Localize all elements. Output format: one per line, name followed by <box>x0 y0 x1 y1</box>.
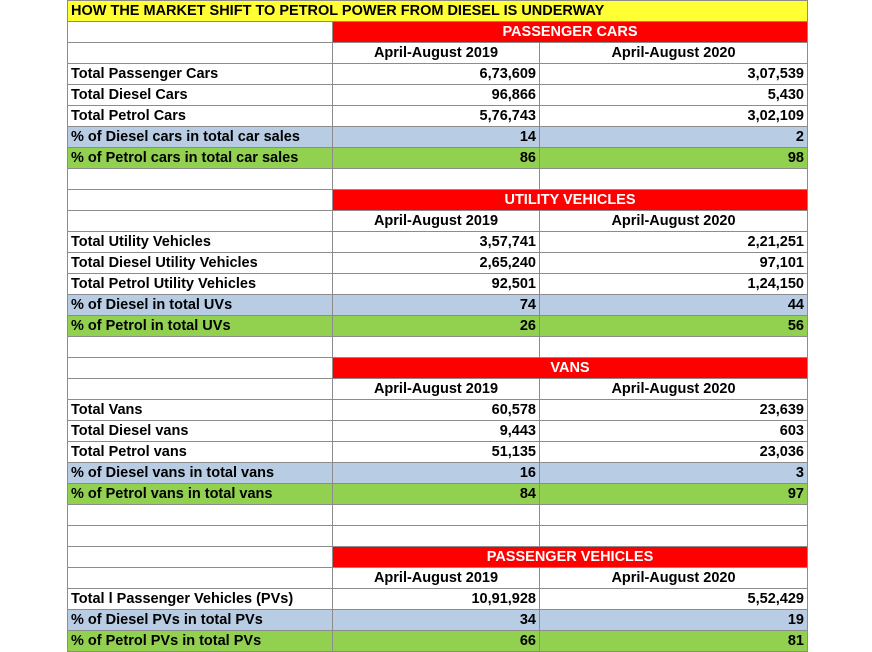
row-label[interactable]: Total Diesel Cars <box>68 85 333 106</box>
empty-cell[interactable] <box>540 169 808 190</box>
row-label[interactable]: % of Diesel PVs in total PVs <box>68 610 333 631</box>
value-2020[interactable]: 44 <box>540 295 808 316</box>
period-2020-header[interactable]: April-August 2020 <box>540 43 808 64</box>
value-2020[interactable]: 2,21,251 <box>540 232 808 253</box>
table-row <box>68 106 808 127</box>
value-2019[interactable]: 92,501 <box>333 274 540 295</box>
value-2019[interactable]: 60,578 <box>333 400 540 421</box>
empty-cell[interactable] <box>68 526 333 547</box>
period-2019-header[interactable]: April-August 2019 <box>333 568 540 589</box>
row-label[interactable]: Total Diesel vans <box>68 421 333 442</box>
value-2020[interactable]: 3,02,109 <box>540 106 808 127</box>
value-2020[interactable]: 5,430 <box>540 85 808 106</box>
value-2019[interactable]: 14 <box>333 127 540 148</box>
empty-cell[interactable] <box>540 505 808 526</box>
blank-row <box>68 505 808 526</box>
empty-cell[interactable] <box>333 337 540 358</box>
blank-row <box>68 169 808 190</box>
empty-cell[interactable] <box>540 337 808 358</box>
row-label[interactable]: % of Petrol vans in total vans <box>68 484 333 505</box>
table-row-diesel-share <box>68 127 808 148</box>
table-row <box>68 400 808 421</box>
period-2019-header[interactable]: April-August 2019 <box>333 43 540 64</box>
table-row <box>68 421 808 442</box>
empty-cell[interactable] <box>68 211 333 232</box>
value-2019[interactable]: 5,76,743 <box>333 106 540 127</box>
value-2020[interactable]: 98 <box>540 148 808 169</box>
row-label[interactable]: Total Passenger Cars <box>68 64 333 85</box>
table-row-diesel-share <box>68 610 808 631</box>
empty-cell[interactable] <box>333 505 540 526</box>
period-2020-header[interactable]: April-August 2020 <box>540 211 808 232</box>
row-label[interactable]: Total Vans <box>68 400 333 421</box>
row-label[interactable]: % of Petrol cars in total car sales <box>68 148 333 169</box>
empty-cell[interactable] <box>68 379 333 400</box>
value-2019[interactable]: 3,57,741 <box>333 232 540 253</box>
table-row <box>68 253 808 274</box>
value-2019[interactable]: 66 <box>333 631 540 652</box>
empty-cell[interactable] <box>68 337 333 358</box>
value-2019[interactable]: 74 <box>333 295 540 316</box>
table-row-diesel-share <box>68 295 808 316</box>
row-label[interactable]: Total Petrol vans <box>68 442 333 463</box>
value-2019[interactable]: 86 <box>333 148 540 169</box>
value-2020[interactable]: 2 <box>540 127 808 148</box>
row-label[interactable]: % of Diesel in total UVs <box>68 295 333 316</box>
row-label[interactable]: % of Diesel vans in total vans <box>68 463 333 484</box>
period-header-row <box>68 211 808 232</box>
row-label[interactable]: Total Utility Vehicles <box>68 232 333 253</box>
row-label[interactable]: Total Diesel Utility Vehicles <box>68 253 333 274</box>
blank-row <box>68 526 808 547</box>
value-2020[interactable]: 56 <box>540 316 808 337</box>
title-row <box>68 1 808 22</box>
section-heading-utility-vehicles[interactable]: UTILITY VEHICLES <box>333 190 808 211</box>
section-header-row <box>68 547 808 568</box>
empty-cell[interactable] <box>68 169 333 190</box>
section-heading-vans[interactable]: VANS <box>333 358 808 379</box>
table-row <box>68 589 808 610</box>
value-2020[interactable]: 1,24,150 <box>540 274 808 295</box>
table-row-petrol-share <box>68 316 808 337</box>
empty-cell[interactable] <box>68 568 333 589</box>
empty-cell[interactable] <box>68 190 333 211</box>
empty-cell[interactable] <box>68 547 333 568</box>
table-row <box>68 274 808 295</box>
section-header-row <box>68 22 808 43</box>
value-2020[interactable]: 81 <box>540 631 808 652</box>
blank-row <box>68 337 808 358</box>
value-2019[interactable]: 2,65,240 <box>333 253 540 274</box>
value-2019[interactable]: 96,866 <box>333 85 540 106</box>
value-2020[interactable]: 23,036 <box>540 442 808 463</box>
value-2020[interactable]: 23,639 <box>540 400 808 421</box>
value-2020[interactable]: 603 <box>540 421 808 442</box>
value-2019[interactable]: 51,135 <box>333 442 540 463</box>
market-shift-table <box>67 0 808 652</box>
row-label[interactable]: Total Petrol Cars <box>68 106 333 127</box>
value-2020[interactable]: 3,07,539 <box>540 64 808 85</box>
period-2020-header[interactable]: April-August 2020 <box>540 379 808 400</box>
empty-cell[interactable] <box>68 358 333 379</box>
table-row-diesel-share <box>68 463 808 484</box>
empty-cell[interactable] <box>68 22 333 43</box>
period-header-row <box>68 43 808 64</box>
value-2020[interactable]: 97,101 <box>540 253 808 274</box>
empty-cell[interactable] <box>68 505 333 526</box>
table-row-petrol-share <box>68 148 808 169</box>
value-2020[interactable]: 5,52,429 <box>540 589 808 610</box>
row-label[interactable]: Total l Passenger Vehicles (PVs) <box>68 589 333 610</box>
table-row <box>68 232 808 253</box>
value-2020[interactable]: 97 <box>540 484 808 505</box>
table-row-petrol-share <box>68 631 808 652</box>
period-header-row <box>68 379 808 400</box>
empty-cell[interactable] <box>68 43 333 64</box>
empty-cell[interactable] <box>333 526 540 547</box>
row-label[interactable]: % of Petrol in total UVs <box>68 316 333 337</box>
row-label[interactable]: % of Petrol PVs in total PVs <box>68 631 333 652</box>
table-row <box>68 85 808 106</box>
sheet-title[interactable]: HOW THE MARKET SHIFT TO PETROL POWER FROM DIESEL IS UNDERWAY <box>68 1 808 22</box>
value-2020[interactable]: 3 <box>540 463 808 484</box>
row-label[interactable]: Total Petrol Utility Vehicles <box>68 274 333 295</box>
section-heading-passenger-cars[interactable]: PASSENGER CARS <box>333 22 808 43</box>
value-2019[interactable]: 6,73,609 <box>333 64 540 85</box>
period-2020-header[interactable]: April-August 2020 <box>540 568 808 589</box>
empty-cell[interactable] <box>540 526 808 547</box>
table-row-petrol-share <box>68 484 808 505</box>
row-label[interactable]: % of Diesel cars in total car sales <box>68 127 333 148</box>
value-2019[interactable]: 9,443 <box>333 421 540 442</box>
value-2019[interactable]: 84 <box>333 484 540 505</box>
value-2019[interactable]: 34 <box>333 610 540 631</box>
value-2020[interactable]: 19 <box>540 610 808 631</box>
period-2019-header[interactable]: April-August 2019 <box>333 211 540 232</box>
value-2019[interactable]: 10,91,928 <box>333 589 540 610</box>
value-2019[interactable]: 26 <box>333 316 540 337</box>
value-2019[interactable]: 16 <box>333 463 540 484</box>
section-header-row <box>68 358 808 379</box>
period-2019-header[interactable]: April-August 2019 <box>333 379 540 400</box>
section-heading-passenger-vehicles[interactable]: PASSENGER VEHICLES <box>333 547 808 568</box>
empty-cell[interactable] <box>333 169 540 190</box>
period-header-row <box>68 568 808 589</box>
section-header-row <box>68 190 808 211</box>
table-row <box>68 64 808 85</box>
table-row <box>68 442 808 463</box>
